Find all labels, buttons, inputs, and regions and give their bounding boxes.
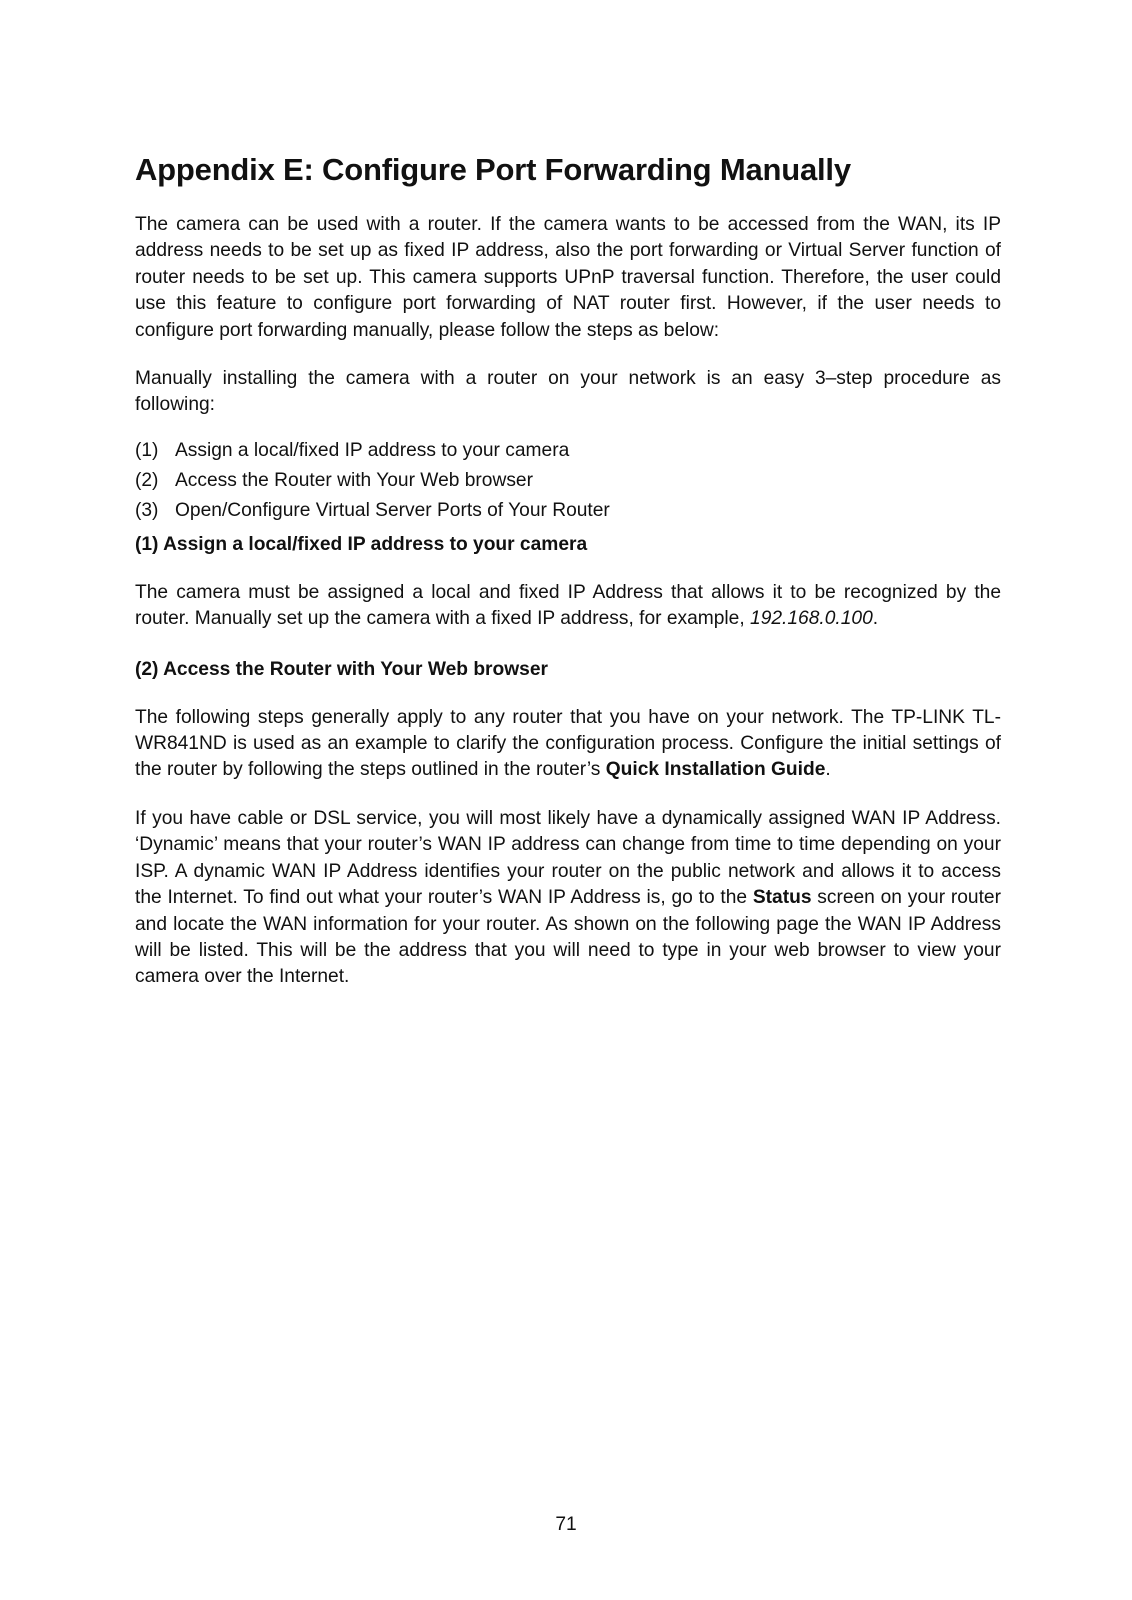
step-number: (3) xyxy=(135,499,159,521)
step-number: (1) xyxy=(135,439,159,461)
section-1-text-end: . xyxy=(872,608,879,630)
section-2-paragraph-2 xyxy=(135,806,1001,991)
section-2-heading: (2) Access the Router with Your Web browser xyxy=(135,658,548,680)
intro-paragraph-1: The camera can be used with a router. If the camera wants to be accessed from the WAN, its IP address needs to be set up as fixed IP address, also the port forwarding or Virtual Server function of router needs to be set up. This camera supports UPnP traversal function. Therefore, the user could use this feature to configure port forwarding of NAT router first. However, if the user needs to configure port forwarding manually, please follow the steps as below: xyxy=(135,214,1001,341)
section-2-paragraph-1 xyxy=(135,705,1001,784)
status-emphasis: Status xyxy=(752,887,812,909)
section-2-p1-text-end: . xyxy=(825,759,831,781)
section-1-paragraph xyxy=(135,580,1001,633)
intro-paragraph-2: Manually installing the camera with a router on your network is an easy 3–step procedure as following: xyxy=(135,368,1001,416)
list-item xyxy=(135,466,1001,496)
step-number: (2) xyxy=(135,469,159,491)
page-number: 71 xyxy=(555,1514,577,1535)
step-text: Access the Router with Your Web browser xyxy=(175,469,533,491)
section-1-heading: (1) Assign a local/fixed IP address to your camera xyxy=(135,533,588,555)
page-title: Appendix E: Configure Port Forwarding Manually xyxy=(135,152,851,187)
step-text: Assign a local/fixed IP address to your camera xyxy=(175,439,570,461)
list-item xyxy=(135,496,1001,526)
section-2-p2-text-end: screen on your router and locate the WAN information for your router. As shown on the following page the WAN IP Address will be listed. This will be the address that you will need to type in your web browser to view your camera over the Internet. xyxy=(135,887,1001,988)
section-2-p1-text: The following steps generally apply to any router that you have on your network. The TP-LINK TL-WR841ND is used as an example to clarify the configuration process. Configure the initial settings of the router by following the steps outlined in the router’s xyxy=(135,706,1001,781)
steps-list xyxy=(135,436,1001,526)
step-text: Open/Configure Virtual Server Ports of Your Router xyxy=(175,499,610,521)
section-1-text: The camera must be assigned a local and fixed IP Address that allows it to be recognized by the router. Manually set up the camera with a fixed IP address, for example, xyxy=(135,581,1001,630)
section-2-p2-text: If you have cable or DSL service, you will most likely have a dynamically assigned WAN IP Address. ‘Dynamic’ means that your router’s WAN IP address can change from time to time depending on your ISP. A dynamic WAN IP Address identifies your router on the public network and allows it to access the Internet. To find out what your router’s WAN IP Address is, go to the xyxy=(135,807,1001,909)
list-item xyxy=(135,436,1001,466)
example-ip-address: 192.168.0.100 xyxy=(750,608,873,630)
page-content xyxy=(135,150,1001,991)
quick-installation-guide-emphasis: Quick Installation Guide xyxy=(605,759,826,781)
